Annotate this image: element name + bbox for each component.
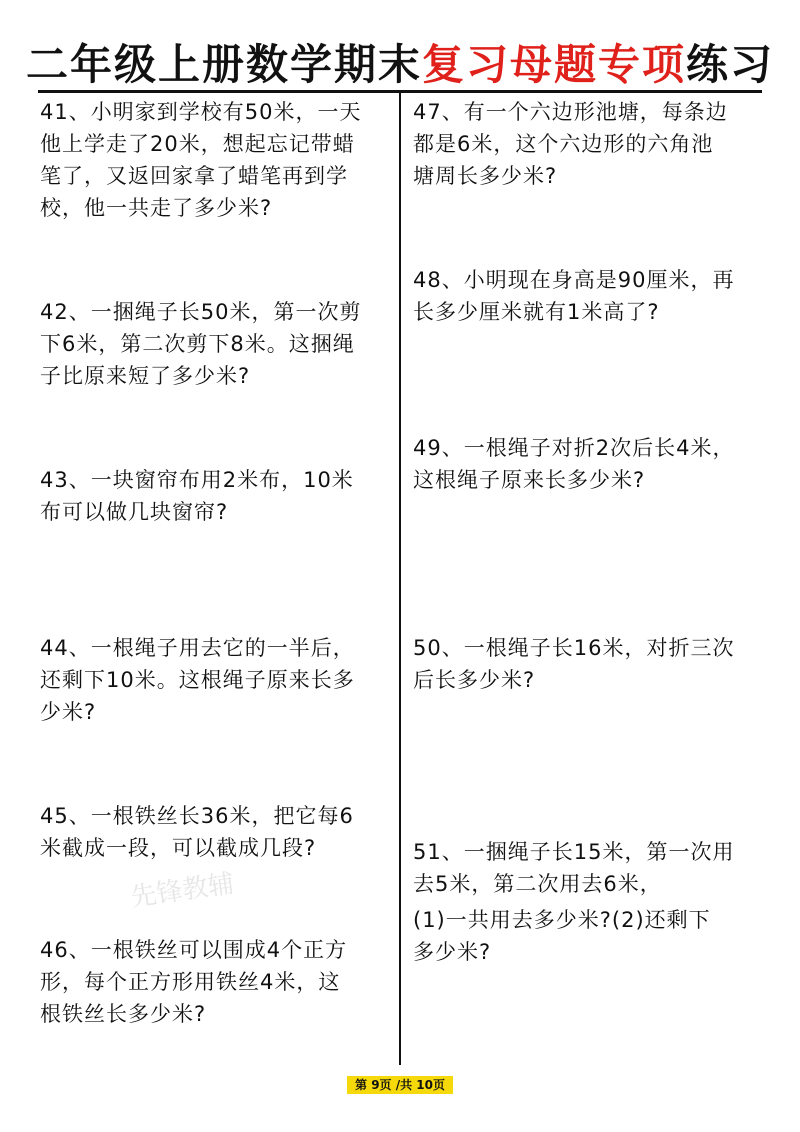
question-41 bbox=[40, 96, 385, 224]
question-51 bbox=[413, 836, 765, 968]
q45-line-2: 米截成一段，可以截成几段? bbox=[40, 836, 317, 860]
column-divider bbox=[399, 93, 401, 1065]
q49-line-1: 49、一根绳子对折2次后长4米， bbox=[413, 436, 735, 460]
title-part-black: 二年级上册数学期末 bbox=[25, 40, 422, 89]
q50-line-1: 50、一根绳子长16米，对折三次 bbox=[413, 636, 735, 660]
question-46 bbox=[40, 934, 385, 1030]
q45-line-1: 45、一根铁丝长36米，把它每6 bbox=[40, 804, 354, 828]
question-45 bbox=[40, 800, 385, 864]
q46-line-2: 形，每个正方形用铁丝4米，这 bbox=[40, 970, 341, 994]
question-42 bbox=[40, 296, 385, 392]
q43-line-2: 布可以做几块窗帘? bbox=[40, 500, 229, 524]
q44-line-3: 少米? bbox=[40, 700, 97, 724]
q41-line-4: 校，他一共走了多少米? bbox=[40, 196, 273, 220]
title-part-black-end: 练习 bbox=[686, 40, 775, 89]
q51-line-4: 多少米? bbox=[413, 940, 492, 964]
q47-line-3: 塘周长多少米? bbox=[413, 164, 558, 188]
q49-line-2: 这根绳子原来长多少米? bbox=[413, 468, 646, 492]
q48-line-2: 长多少厘米就有1米高了? bbox=[413, 300, 660, 324]
question-48 bbox=[413, 264, 765, 328]
q41-line-3: 笔了，又返回家拿了蜡笔再到学 bbox=[40, 164, 348, 188]
q51-line-1: 51、一捆绳子长15米，第一次用 bbox=[413, 840, 735, 864]
question-49 bbox=[413, 432, 765, 496]
q47-line-1: 47、有一个六边形池塘，每条边 bbox=[413, 100, 728, 124]
watermark-text: 先锋教辅 bbox=[128, 868, 236, 914]
q47-line-2: 都是6米，这个六边形的六角池 bbox=[413, 132, 714, 156]
q48-line-1: 48、小明现在身高是90厘米，再 bbox=[413, 268, 735, 292]
q42-line-2: 下6米，第二次剪下8米。这捆绳 bbox=[40, 332, 355, 356]
q50-line-2: 后长多少米? bbox=[413, 668, 536, 692]
q46-line-1: 46、一根铁丝可以围成4个正方 bbox=[40, 938, 348, 962]
q41-line-2: 他上学走了20米，想起忘记带蜡 bbox=[40, 132, 355, 156]
page-number-footer: 第 9页 /共 10页 bbox=[347, 1076, 453, 1094]
question-44 bbox=[40, 632, 385, 728]
page-title bbox=[0, 40, 800, 90]
q42-line-3: 子比原来短了多少米? bbox=[40, 364, 251, 388]
q51-line-2: 去5米，第二次用去6米， bbox=[413, 872, 662, 896]
q44-line-1: 44、一根绳子用去它的一半后， bbox=[40, 636, 355, 660]
question-47 bbox=[413, 96, 765, 192]
q41-line-1: 41、小明家到学校有50米，一天 bbox=[40, 100, 362, 124]
question-43 bbox=[40, 464, 385, 528]
question-50 bbox=[413, 632, 765, 696]
q46-line-3: 根铁丝长多少米? bbox=[40, 1002, 207, 1026]
q44-line-2: 还剩下10米。这根绳子原来长多 bbox=[40, 668, 355, 692]
title-part-red: 复习母题专项 bbox=[421, 40, 686, 89]
q51-line-3: (1)一共用去多少米?(2)还剩下 bbox=[413, 908, 711, 932]
q43-line-1: 43、一块窗帘布用2米布，10米 bbox=[40, 468, 354, 492]
q42-line-1: 42、一捆绳子长50米，第一次剪 bbox=[40, 300, 362, 324]
